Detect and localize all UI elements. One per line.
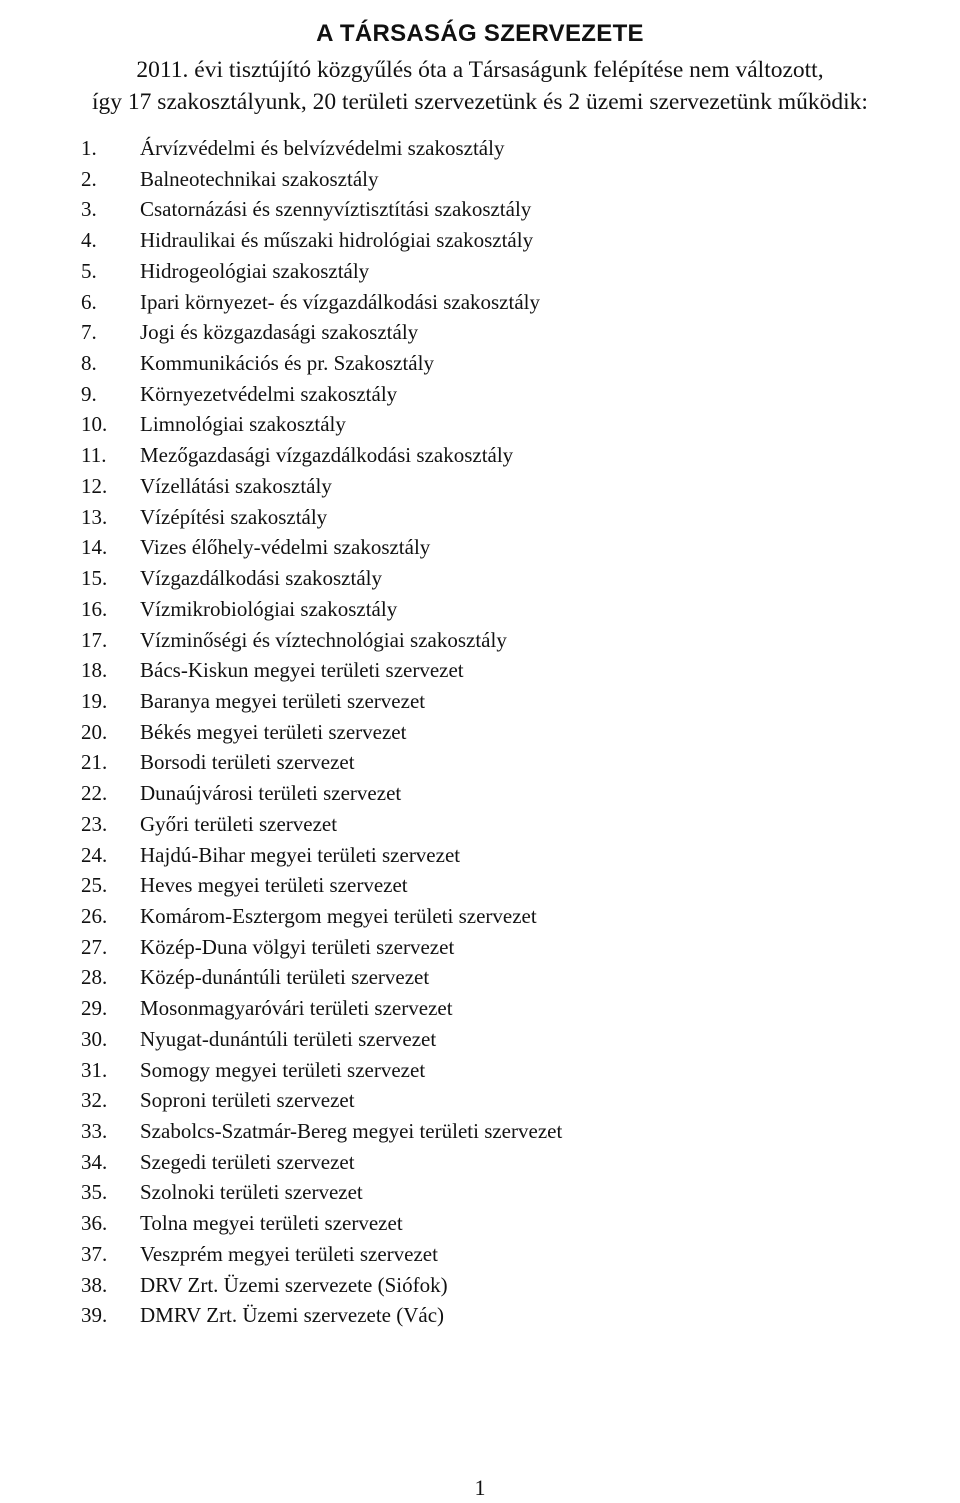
list-item-number: 18. — [81, 658, 108, 683]
list-item-number: 20. — [81, 719, 108, 744]
list-item-text: Hajdú-Bihar megyei területi szervezet — [140, 842, 461, 867]
list-item-number: 5. — [81, 258, 97, 283]
list-item-text: Dunaújvárosi területi szervezet — [140, 781, 402, 806]
list-item-text: Mosonmagyaróvári területi szervezet — [140, 996, 453, 1021]
list-item-number: 2. — [81, 166, 97, 191]
list-item-number: 33. — [81, 1119, 108, 1143]
list-item-text: Szabolcs-Szatmár-Bereg megyei területi szervezet — [140, 1119, 563, 1143]
list-item-number: 29. — [81, 996, 108, 1021]
list-item-number: 17. — [81, 627, 108, 652]
list-item-text: Vizes élőhely-védelmi szakosztály — [140, 535, 431, 560]
list-item-number: 11. — [81, 443, 107, 468]
list-item-number: 14. — [81, 535, 108, 560]
list-item-number: 39. — [81, 1303, 108, 1328]
list-item-text: Vízminőségi és víztechnológiai szakosztály — [140, 627, 507, 652]
intro-paragraph — [0, 54, 960, 118]
list-item-text: DMRV Zrt. Üzemi szervezete (Vác) — [140, 1303, 445, 1328]
list-item-number: 30. — [81, 1026, 108, 1051]
list-item-number: 1. — [81, 136, 97, 160]
list-item-text: Limnológiai szakosztály — [140, 412, 346, 437]
list-item-text: Vízmikrobiológiai szakosztály — [140, 596, 398, 621]
list-item-number: 37. — [81, 1241, 108, 1266]
list-item-text: Árvízvédelmi és belvízvédelmi szakosztály — [140, 136, 505, 160]
list-item-number: 31. — [81, 1057, 108, 1082]
list-item-text: Baranya megyei területi szervezet — [140, 688, 426, 713]
list-item-number: 12. — [81, 473, 108, 498]
list-item-number: 34. — [81, 1149, 108, 1174]
list-item-text: Tolna megyei területi szervezet — [140, 1211, 403, 1236]
list-item-number: 35. — [81, 1180, 108, 1205]
list-item-text: Szegedi területi szervezet — [140, 1149, 355, 1174]
list-item-text: Közép-Duna völgyi területi szervezet — [140, 934, 455, 959]
page-number: 1 — [474, 1475, 486, 1500]
list-item-number: 32. — [81, 1088, 108, 1113]
list-item-number: 24. — [81, 842, 108, 867]
list-item-text: Balneotechnikai szakosztály — [140, 166, 379, 191]
intro-line-1: 2011. évi tisztújító közgyűlés óta a Társaságunk felépítése nem változott, — [136, 57, 824, 83]
list-item-text: Komárom-Esztergom megyei területi szervezet — [140, 903, 537, 928]
list-item-text: Vízgazdálkodási szakosztály — [140, 566, 382, 591]
list-item-text: Kommunikációs és pr. Szakosztály — [140, 351, 434, 376]
list-item-text: Bács-Kiskun megyei területi szervezet — [140, 658, 464, 683]
list-item-text: Győri területi szervezet — [140, 811, 338, 836]
list-item-number: 36. — [81, 1211, 108, 1236]
list-item-number: 38. — [81, 1272, 108, 1297]
list-item-number: 8. — [81, 351, 97, 376]
list-item-number: 6. — [81, 289, 97, 314]
list-item-text: Szolnoki területi szervezet — [140, 1180, 363, 1205]
list-item-number: 25. — [81, 873, 108, 898]
list-item-text: Mezőgazdasági vízgazdálkodási szakosztály — [140, 443, 514, 468]
list-item-number: 26. — [81, 903, 108, 928]
list-item-text: Hidraulikai és műszaki hidrológiai szakosztály — [140, 228, 534, 253]
list-item-number: 22. — [81, 781, 108, 806]
list-item-text: Somogy megyei területi szervezet — [140, 1057, 426, 1082]
list-item-text: Heves megyei területi szervezet — [140, 873, 408, 898]
list-item-text: Soproni területi szervezet — [140, 1088, 355, 1113]
list-item-text: Jogi és közgazdasági szakosztály — [140, 320, 419, 345]
list-item-text: Vízellátási szakosztály — [140, 473, 332, 498]
document-title: A TÁRSASÁG SZERVEZETE — [316, 20, 644, 48]
list-item-text: Nyugat-dunántúli területi szervezet — [140, 1026, 437, 1051]
list-item-text: Környezetvédelmi szakosztály — [140, 381, 398, 406]
list-item-number: 3. — [81, 197, 97, 222]
list-item-text: Csatornázási és szennyvíztisztítási szakosztály — [140, 197, 532, 222]
list-item-text: Békés megyei területi szervezet — [140, 719, 407, 744]
list-item-number: 10. — [81, 412, 108, 437]
list-item-number: 15. — [81, 566, 108, 591]
list-item-number: 19. — [81, 688, 108, 713]
list-item-number: 16. — [81, 596, 108, 621]
list-item-text: Vízépítési szakosztály — [140, 504, 328, 529]
intro-line-2: így 17 szakosztályunk, 20 területi szervezetünk és 2 üzemi szervezetünk működik: — [92, 89, 868, 115]
list-item-text: Ipari környezet- és vízgazdálkodási szakosztály — [140, 289, 540, 314]
list-item-text: Borsodi területi szervezet — [140, 750, 355, 775]
list-item-number: 23. — [81, 811, 108, 836]
list-item-number: 4. — [81, 228, 97, 253]
list-item-text: DRV Zrt. Üzemi szervezete (Siófok) — [140, 1272, 448, 1297]
list-item-number: 21. — [81, 750, 108, 775]
list-item-number: 9. — [81, 381, 97, 406]
list-item-text: Veszprém megyei területi szervezet — [140, 1241, 438, 1266]
list-item-number: 13. — [81, 504, 108, 529]
list-item-number: 27. — [81, 934, 108, 959]
list-item-text: Közép-dunántúli területi szervezet — [140, 965, 430, 990]
list-item-number: 7. — [81, 320, 97, 345]
list-item-text: Hidrogeológiai szakosztály — [140, 258, 370, 283]
list-item-number: 28. — [81, 965, 108, 990]
